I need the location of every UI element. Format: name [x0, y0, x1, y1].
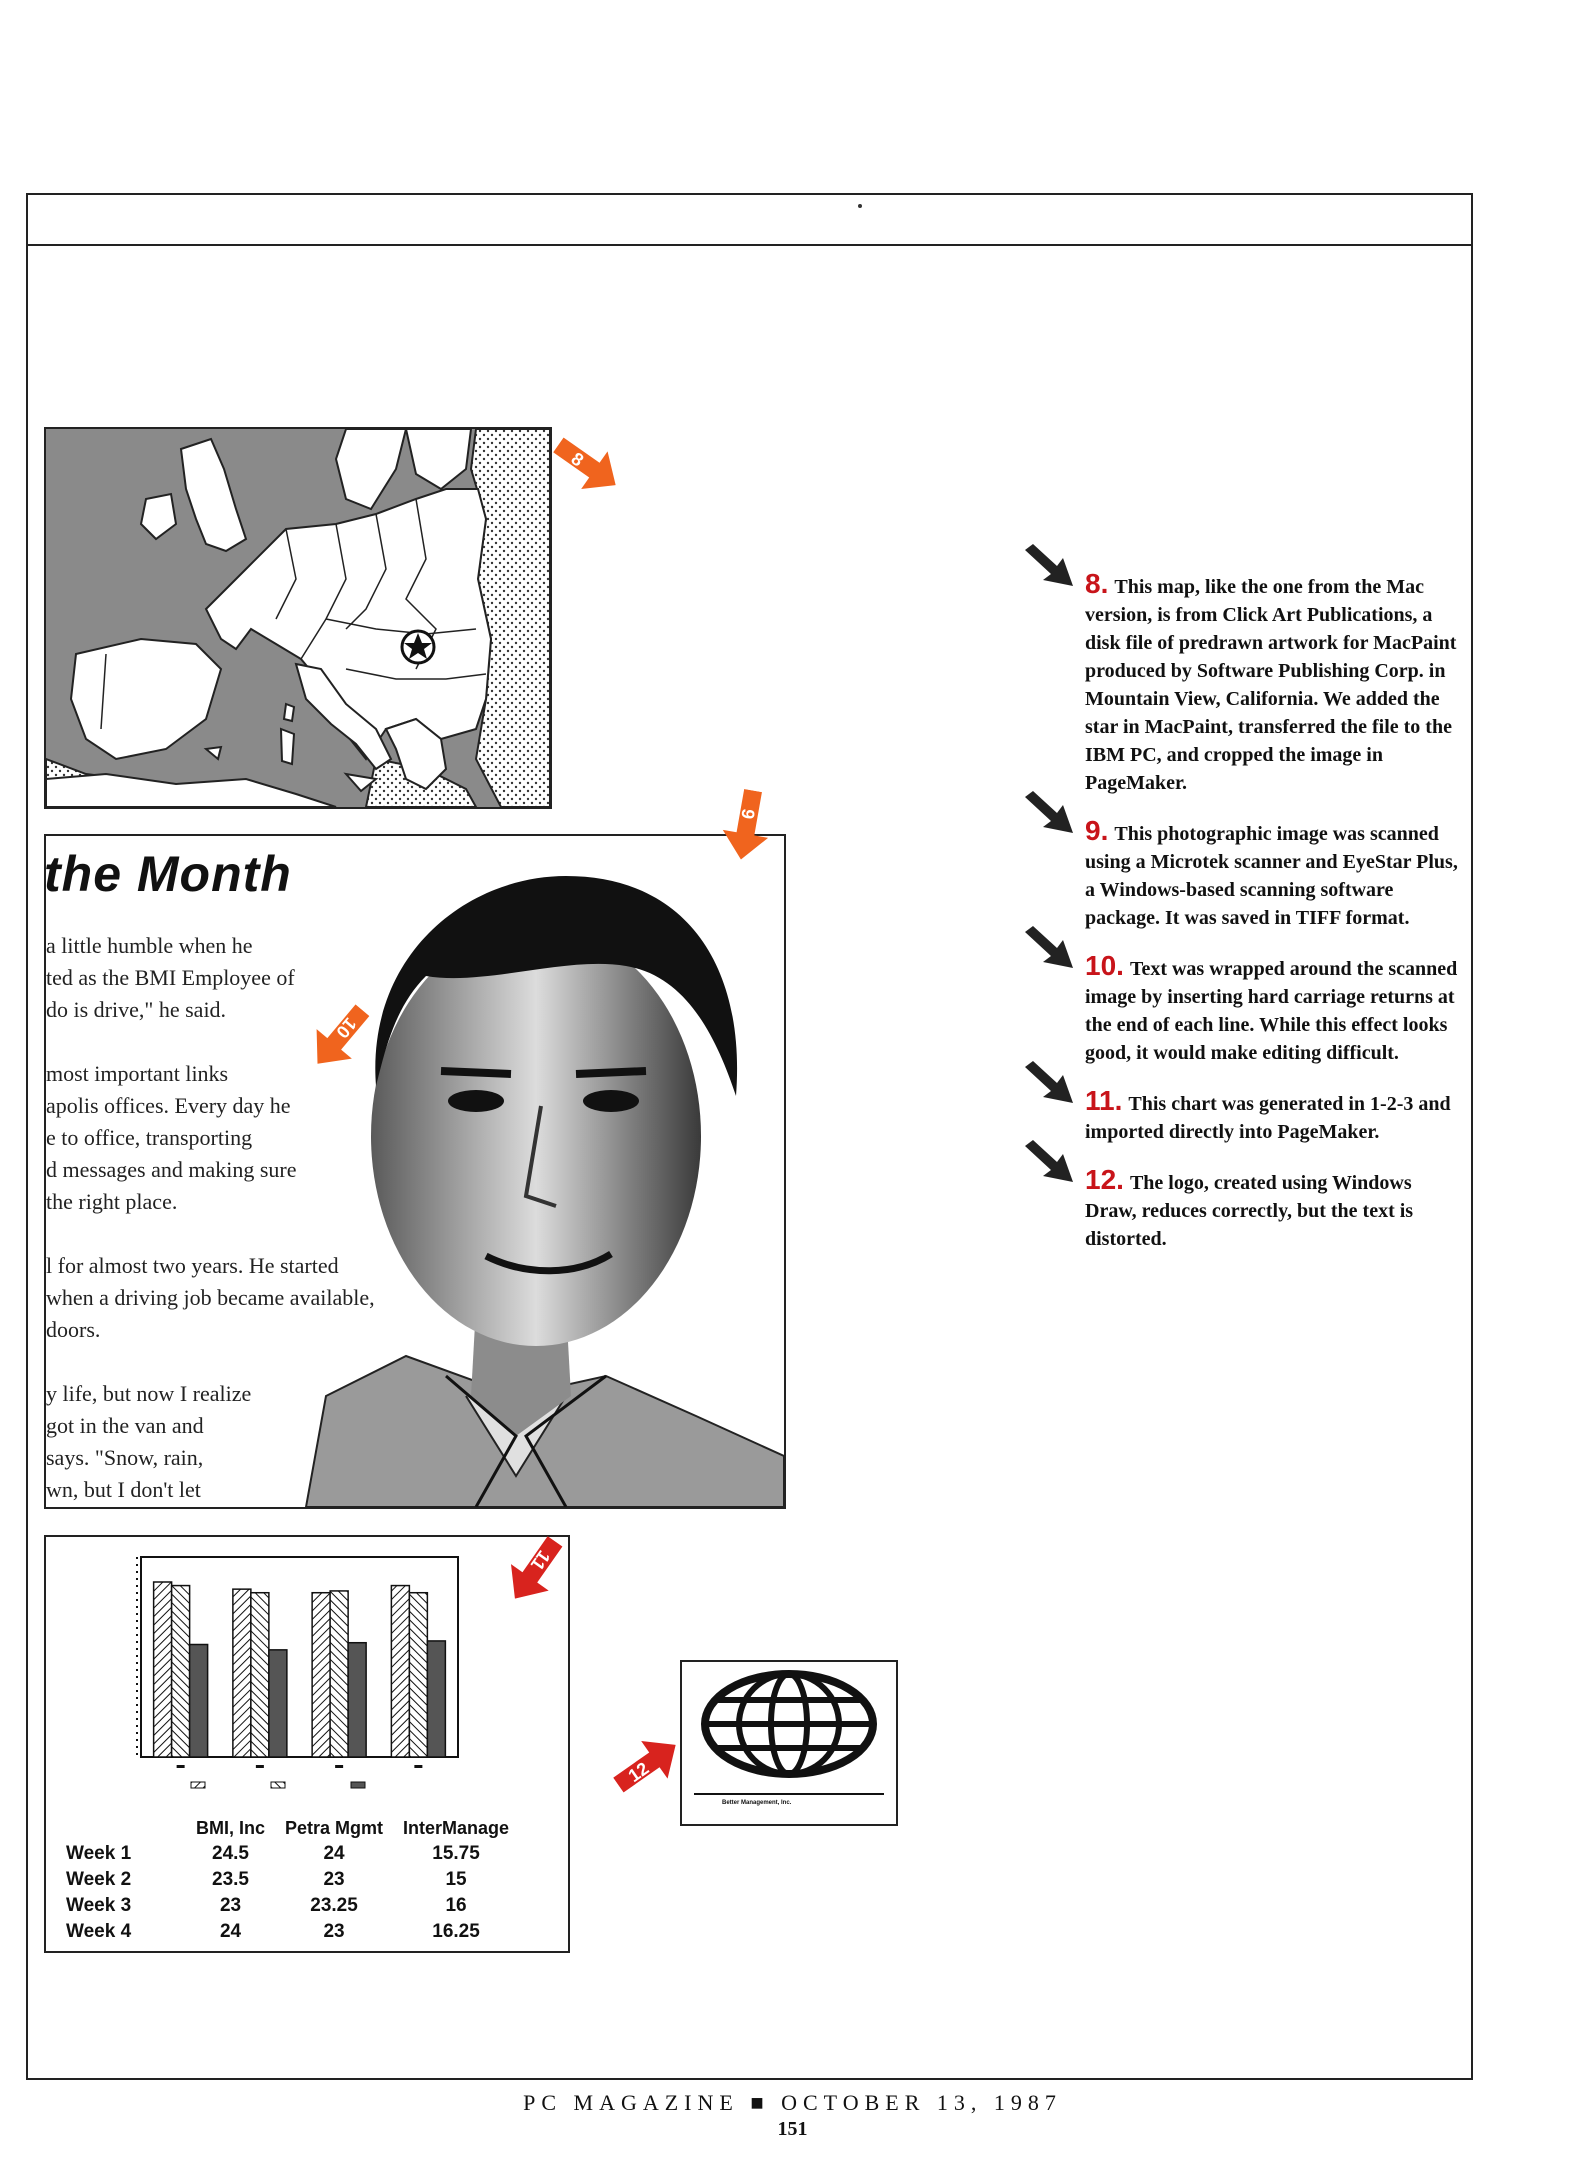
header-dot	[858, 204, 862, 208]
table-row	[66, 1867, 519, 1893]
row-label: Week 4	[66, 1921, 132, 1942]
notes-column	[1085, 570, 1465, 1273]
article-line: got in the van and	[46, 1413, 204, 1438]
bar-chart	[46, 1537, 568, 1797]
table-row	[66, 1919, 519, 1945]
data-table	[66, 1815, 519, 1945]
bar-petramgmt-3	[330, 1591, 348, 1757]
note-12	[1085, 1166, 1465, 1253]
note-10	[1085, 952, 1465, 1067]
bar-chart-panel	[44, 1535, 570, 1953]
note-text: This map, like the one from the Mac version, is from Click Art Publications, a disk file of predrawn artwork for MacPaint produced by Software Publishing Corp. in Mountain View, California. We added the star in MacPaint, transferred the file to the IBM PC, and cropped the image in PageMaker.	[1085, 576, 1457, 794]
x-tick-mark	[335, 1765, 343, 1768]
row-label: Week 2	[66, 1869, 132, 1890]
pointer-arrow-icon	[1023, 1061, 1075, 1105]
table-cell: 15	[445, 1869, 467, 1890]
header-rule	[26, 244, 1473, 246]
callout-label: 9	[737, 807, 759, 821]
bar-intermanage-4	[427, 1641, 445, 1757]
note-number: 9.	[1085, 815, 1109, 846]
note-11	[1085, 1087, 1465, 1146]
note-number: 11.	[1085, 1085, 1123, 1116]
article-line: e to office, transporting	[46, 1125, 253, 1150]
article-line: a little humble when he	[46, 933, 253, 958]
table-header: BMI, Inc	[196, 1817, 266, 1838]
article-line: doors.	[46, 1317, 101, 1342]
callout-label: 8	[567, 448, 588, 471]
table-cell: 24	[323, 1843, 345, 1864]
article-line	[46, 1346, 375, 1378]
note-text: This chart was generated in 1-2-3 and imported directly into PageMaker.	[1085, 1093, 1451, 1143]
article-line: do is drive," he said.	[46, 997, 227, 1022]
article-line: the right place.	[46, 1189, 178, 1214]
note-text: The logo, created using Windows Draw, reduces correctly, but the text is distorted.	[1085, 1172, 1414, 1250]
legend-swatch	[271, 1782, 285, 1788]
callout-label: 10	[332, 1013, 361, 1043]
article-line: most important links	[46, 1061, 229, 1086]
note-text: Text was wrapped around the scanned image by inserting hard carriage returns at the end of each line. While this effect looks good, it would make editing difficult.	[1085, 958, 1458, 1064]
table-row	[66, 1893, 519, 1919]
note-number: 10.	[1085, 950, 1124, 981]
x-tick-mark	[177, 1765, 185, 1768]
bar-bmiinc-3	[312, 1593, 330, 1757]
article-line: d messages and making sure	[46, 1157, 297, 1182]
note-9	[1085, 817, 1465, 932]
article-line	[46, 1218, 375, 1250]
page-footer	[0, 2090, 1585, 2116]
legend-swatch	[351, 1782, 365, 1788]
note-number: 12.	[1085, 1164, 1124, 1195]
table-row	[66, 1841, 519, 1867]
pointer-arrow-icon	[1023, 791, 1075, 835]
bar-intermanage-1	[190, 1645, 208, 1758]
logo-caption: Better Management, Inc.	[722, 1800, 792, 1806]
article-line: apolis offices. Every day he	[46, 1093, 291, 1118]
legend-swatch	[191, 1782, 205, 1788]
issue-date: OCTOBER 13, 1987	[781, 2090, 1062, 2115]
bar-intermanage-2	[269, 1650, 287, 1757]
note-8	[1085, 570, 1465, 797]
article-line: y life, but now I realize	[46, 1381, 252, 1406]
article-line: l for almost two years. He started	[46, 1253, 339, 1278]
callout-label: 12	[624, 1758, 653, 1787]
publication-name: PC MAGAZINE	[523, 2090, 739, 2115]
table-cell: 23	[323, 1921, 345, 1942]
page-number: 151	[777, 2118, 808, 2140]
table-cell: 24.5	[212, 1843, 249, 1864]
pointer-arrow-icon	[1023, 1140, 1075, 1184]
footer-separator: ■	[750, 2090, 770, 2115]
note-number: 8.	[1085, 568, 1109, 599]
bar-bmiinc-1	[154, 1582, 172, 1757]
table-cell: 23.25	[310, 1895, 358, 1916]
table-header	[66, 1815, 186, 1841]
article-title: the Month	[44, 846, 292, 902]
bar-bmiinc-4	[391, 1586, 409, 1757]
europe-map	[44, 427, 552, 809]
bar-bmiinc-2	[233, 1589, 251, 1757]
table-header: Petra Mgmt	[285, 1817, 384, 1838]
bar-petramgmt-4	[409, 1593, 427, 1757]
table-cell: 15.75	[432, 1843, 480, 1864]
table-cell: 23	[219, 1895, 242, 1916]
article-line: wn, but I don't let	[46, 1477, 201, 1502]
x-tick-mark	[414, 1765, 422, 1768]
table-cell: 16	[445, 1895, 467, 1916]
bar-petramgmt-1	[172, 1586, 190, 1757]
row-label: Week 3	[66, 1895, 132, 1916]
table-cell: 23.5	[212, 1869, 249, 1890]
table-cell: 24	[219, 1921, 242, 1942]
article-line: says. "Snow, rain,	[46, 1445, 204, 1470]
bar-petramgmt-2	[251, 1593, 269, 1757]
article-line: ted as the BMI Employee of	[46, 965, 295, 990]
x-tick-mark	[256, 1765, 264, 1768]
europe-map-drawing	[46, 429, 550, 807]
note-text: This photographic image was scanned using a Microtek scanner and EyeStar Plus, a Windows-based scanning software package. It was saved in TIFF format.	[1085, 823, 1458, 929]
pointer-arrow-icon	[1023, 926, 1075, 970]
row-label: Week 1	[66, 1843, 132, 1864]
company-logo-panel	[680, 1660, 898, 1826]
article-line: when a driving job became available,	[46, 1285, 375, 1310]
bar-intermanage-3	[348, 1643, 366, 1757]
table-cell: 16.25	[432, 1921, 480, 1942]
table-header: InterManage	[403, 1817, 510, 1838]
pointer-arrow-icon	[1023, 544, 1075, 588]
table-cell: 23	[323, 1869, 345, 1890]
callout-label: 11	[526, 1546, 555, 1574]
